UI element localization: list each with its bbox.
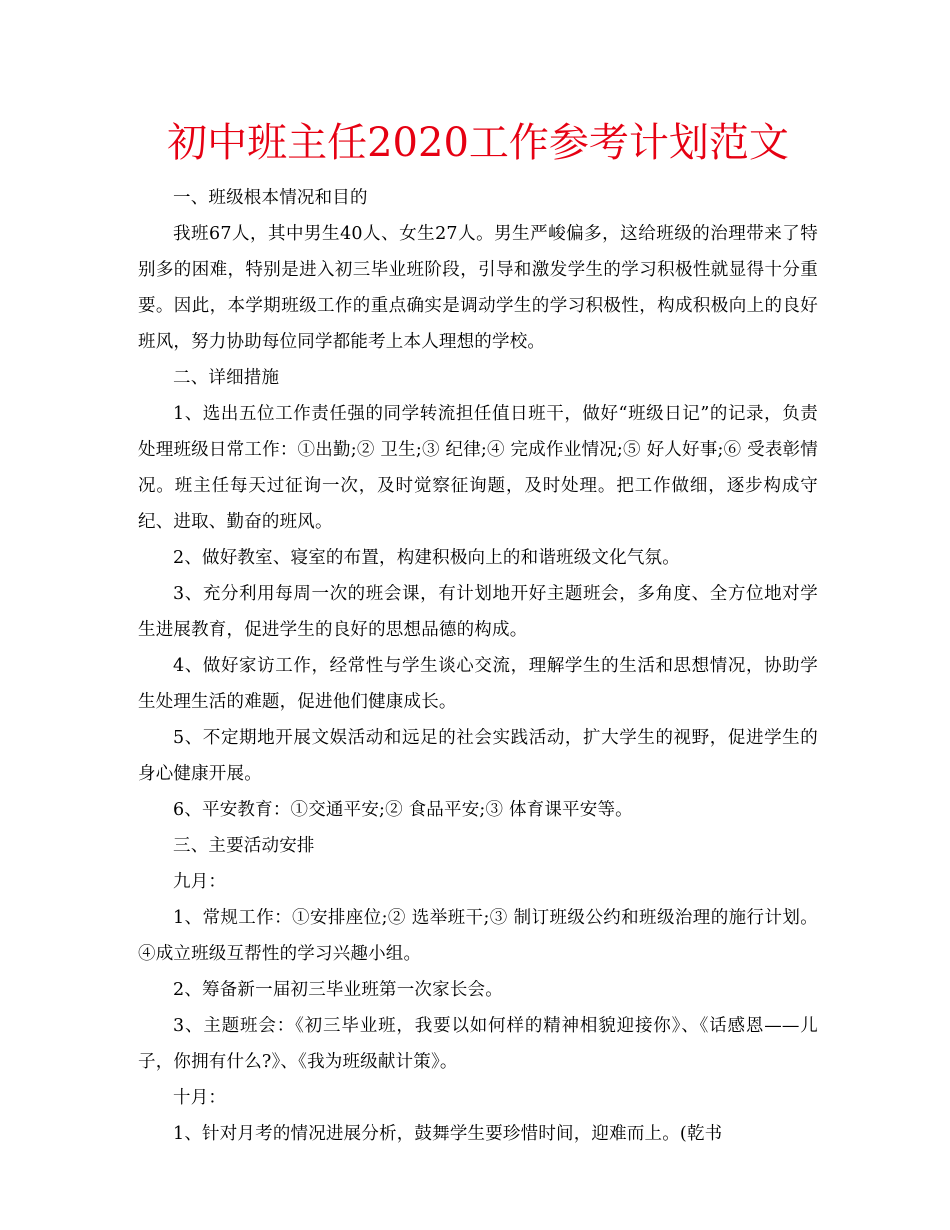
- paragraph: 1、针对月考的情况进展分析，鼓舞学生要珍惜时间，迎难而上。(乾书: [173, 1124, 723, 1144]
- paragraph: 1、常规工作：①安排座位;② 选举班干;③ 制订班级公约和班级治理的施行计划。④成立班级互帮性的学习兴趣小组。: [138, 908, 818, 964]
- section-heading-2: 二、详细措施: [173, 368, 280, 388]
- month-label: 九月：: [173, 872, 227, 892]
- paragraph: 2、筹备新一届初三毕业班第一次家长会。: [173, 980, 503, 1000]
- paragraph: 2、做好教室、寝室的布置，构建积极向上的和谐班级文化气氛。: [173, 548, 680, 568]
- section-heading-3: 三、主要活动安排: [173, 836, 315, 856]
- paragraph: 3、主题班会：《初三毕业班，我要以如何样的精神相貌迎接你》、《话感恩——儿子，你拥有什么?》、《我为班级献计策》。: [138, 1016, 818, 1072]
- document-body: [138, 180, 818, 1152]
- paragraph: 我班67人，其中男生40人、女生27人。男生严峻偏多，这给班级的治理带来了特别多的困难，特别是进入初三毕业班阶段，引导和激发学生的学习积极性就显得十分重要。因此，本学期班级工作的重点确实是调动学生的学习积极性，构成积极向上的良好班风，努力协助每位同学都能考上本人理想的学校。: [138, 224, 818, 352]
- paragraph: 4、做好家访工作，经常性与学生谈心交流，理解学生的生活和思想情况，协助学生处理生活的难题，促进他们健康成长。: [138, 656, 818, 712]
- paragraph: 1、选出五位工作责任强的同学转流担任值日班干，做好“班级日记”的记录，负责处理班级日常工作：①出勤;② 卫生;③ 纪律;④ 完成作业情况;⑤ 好人好事;⑥ 受表彰情况。班主任每天过征询一次，及时觉察征询题，及时处理。把工作做细，逐步构成守纪、进取、勤奋的班风。: [138, 404, 818, 532]
- section-heading-1: 一、班级根本情况和目的: [173, 188, 368, 208]
- document-title: 初中班主任2020工作参考计划范文: [167, 120, 789, 166]
- paragraph: 3、充分利用每周一次的班会课，有计划地开好主题班会，多角度、全方位地对学生进展教育，促进学生的良好的思想品德的构成。: [138, 584, 818, 640]
- document-page: [138, 118, 818, 1152]
- paragraph: 6、平安教育：①交通平安;② 食品平安;③ 体育课平安等。: [173, 800, 633, 820]
- paragraph: 5、不定期地开展文娱活动和远足的社会实践活动，扩大学生的视野，促进学生的身心健康开展。: [138, 728, 818, 784]
- month-label: 十月：: [173, 1088, 227, 1108]
